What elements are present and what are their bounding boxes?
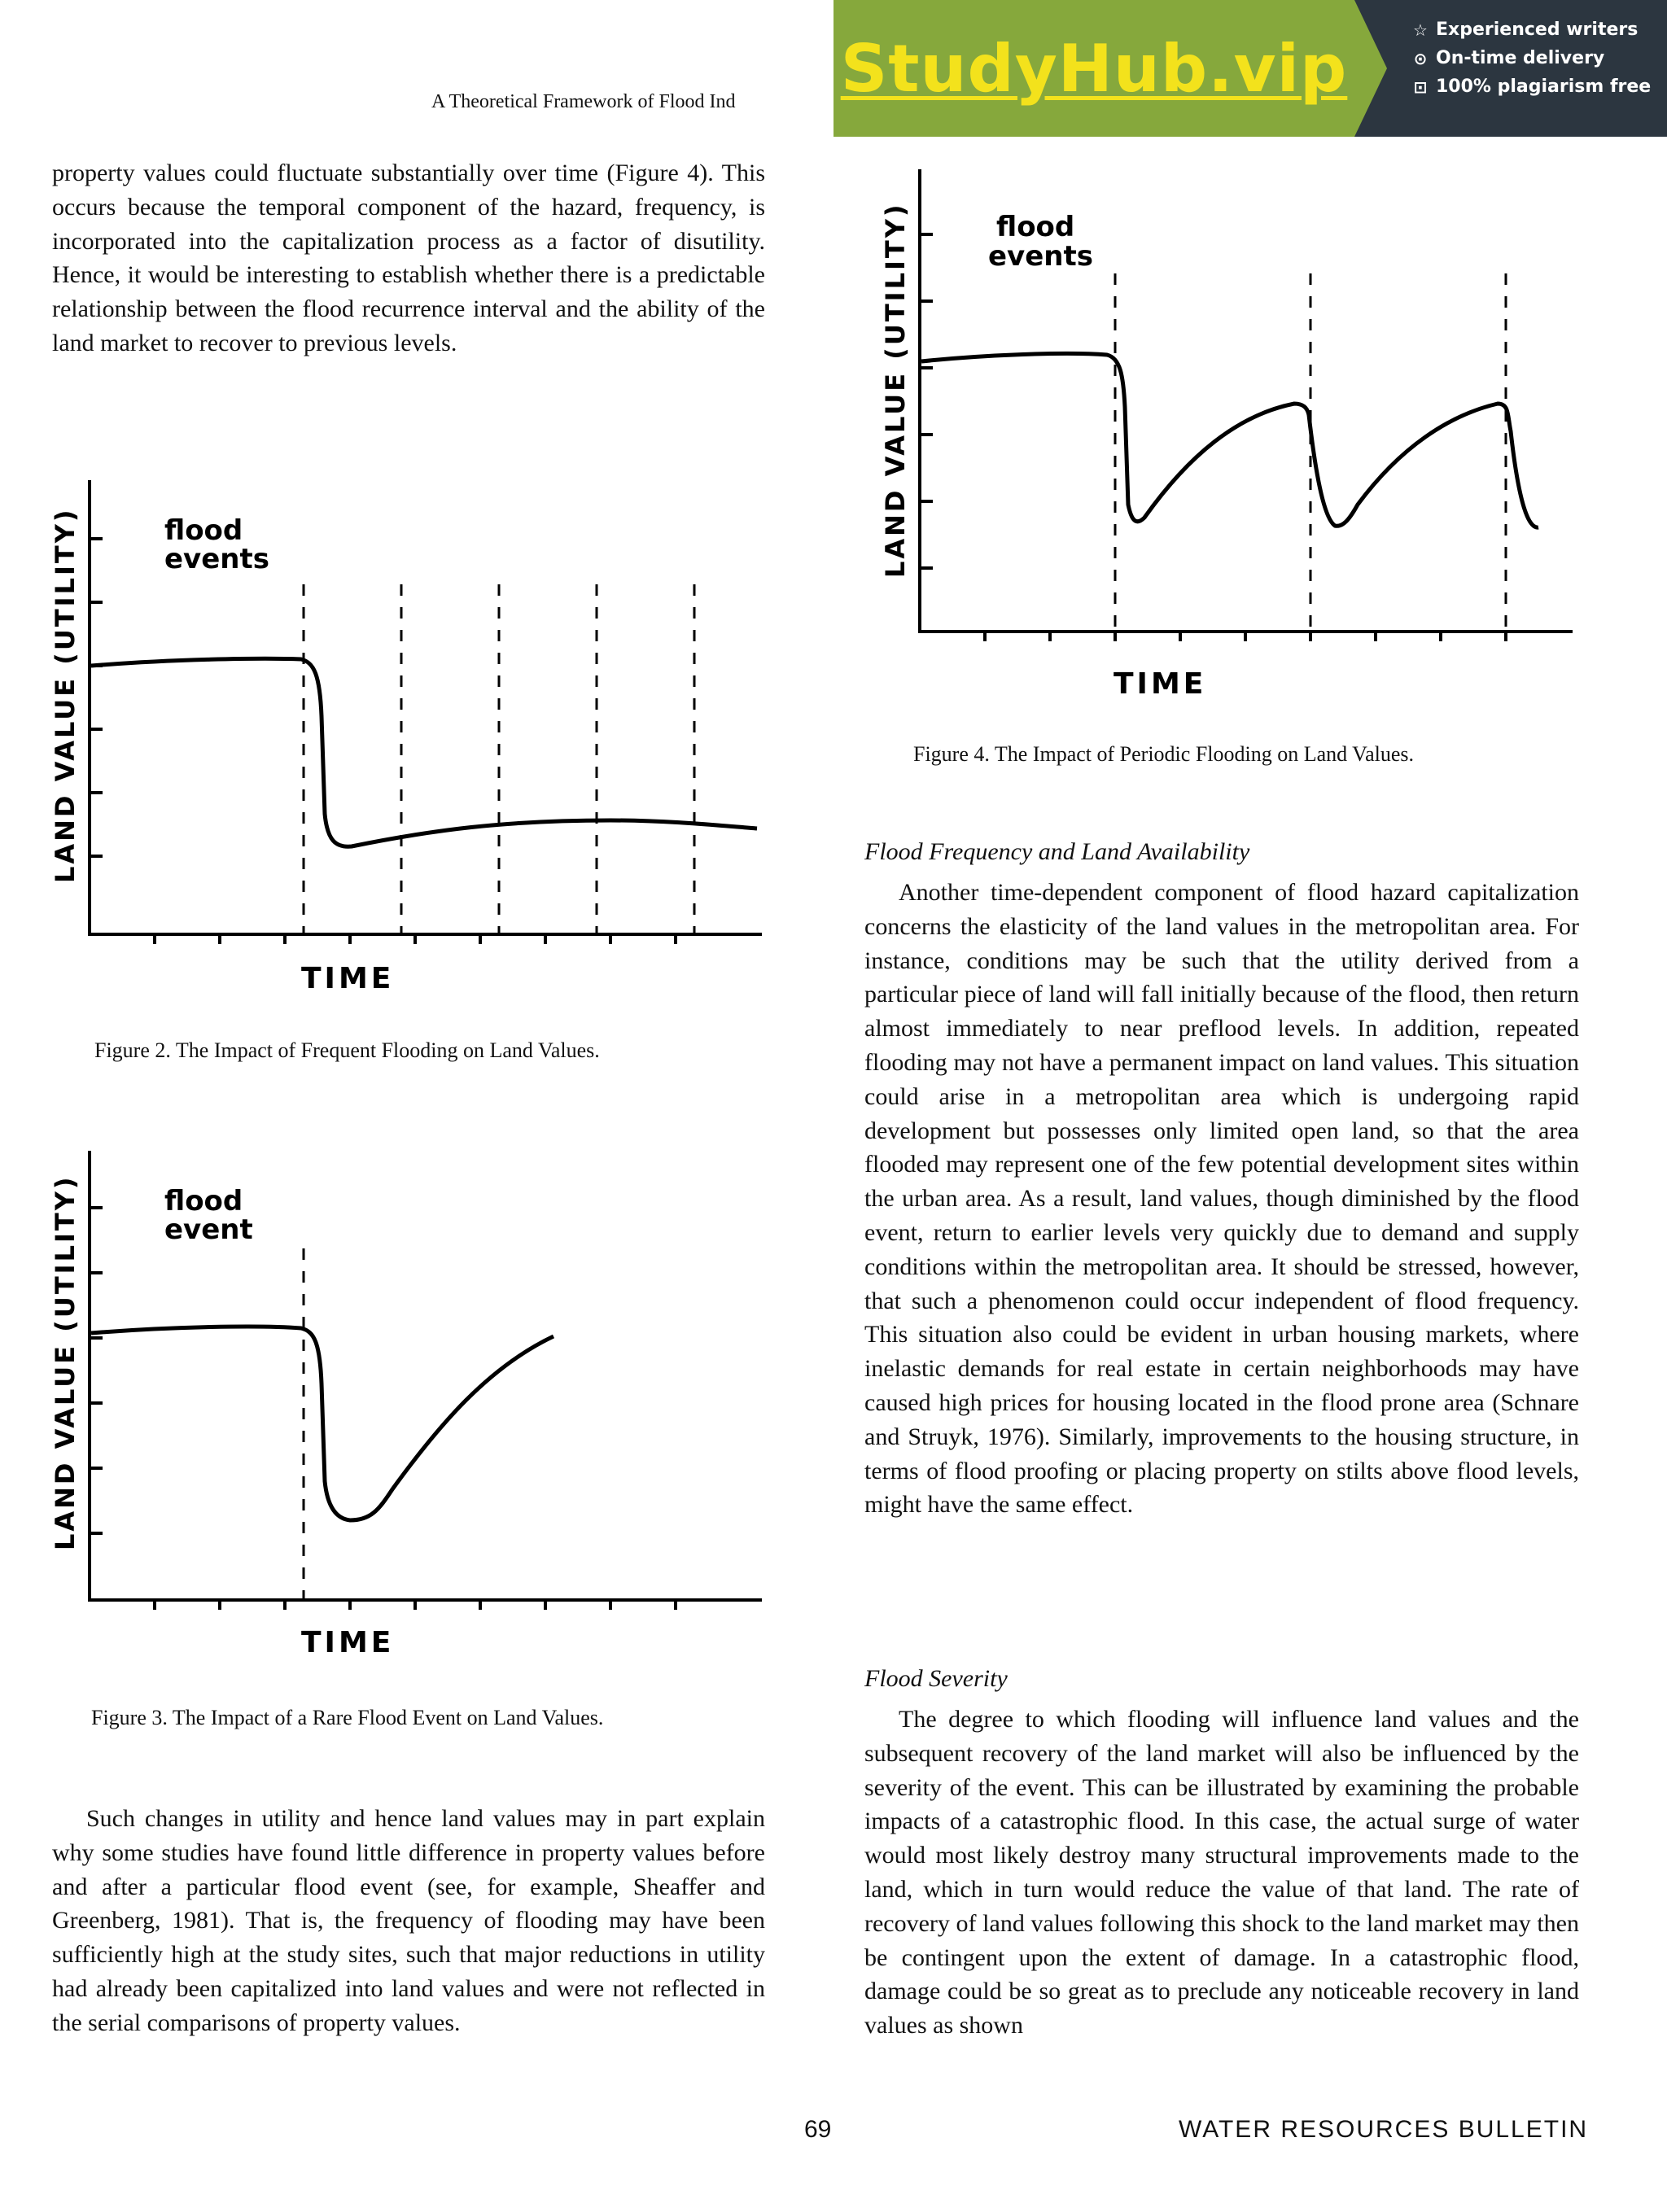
y-axis-label: LAND VALUE (UTILITY) — [880, 202, 911, 578]
left-closing — [52, 1802, 765, 2040]
figure-3-chart — [49, 1148, 781, 1668]
annotation-line2: events — [988, 240, 1093, 273]
intro-paragraph: property values could fluctuate substantially over time (Figure 4). This occurs because the temporal component of the hazard, frequency, is incorporated into the capitalization process as a factor of disutility. Hence, it would be interesting to establish whether there is a predictable relationship between the flood recurrence interval and the ability of the land market to recover to previous levels. — [52, 160, 765, 356]
annotation-line2: events — [164, 543, 269, 575]
flood-event-markers — [1115, 273, 1506, 630]
section-flood-severity — [864, 1665, 1579, 2043]
brand-logo[interactable]: StudyHub.vip — [840, 30, 1348, 107]
brand-panel[interactable] — [834, 0, 1354, 137]
figure-4-chart — [863, 163, 1595, 716]
journal-name: WATER RESOURCES BULLETIN — [1179, 2116, 1589, 2143]
shield-icon: ⊡ — [1413, 77, 1428, 97]
y-ticks — [90, 539, 103, 856]
annotation-line2: event — [164, 1213, 253, 1246]
annotation-line1: flood — [164, 514, 243, 547]
section-body-flood-frequency: Another time-dependent component of flood hazard capitalization concerns the elasticity of the land values in the metropolitan area. For instance, conditions may be such that the utility derived from a particular piece of land will fall initially because of the flood, then return almost immediately to near preflood levels. In addition, repeated flooding may not have a permanent impact on land values. This situation could arise in a metropolitan area which is undergoing rapid development but possesses only limited open land, so that the area flooded may represent one of the few potential development sites within the urban area. As a result, land values, though diminished by the flood event, return to earlier levels very quickly due to demand and supply conditions within the metropolitan area. It should be stressed, however, that such a phenomenon could occur independent of flood frequency. This situation also could be evident in urban housing markets, where inelastic demands for real estate in certain neighborhoods may have caused high prices for housing located in the flood prone area (Schnare and Struyk, 1976). Similarly, improvements to the housing structure, in terms of flood proofing or placing property on stilts above flood levels, might have the same effect. — [864, 879, 1579, 1519]
star-icon: ☆ — [1413, 20, 1428, 40]
y-ticks — [90, 1208, 103, 1533]
ad-banner[interactable] — [834, 0, 1667, 137]
section-flood-frequency — [864, 838, 1579, 1522]
feature-list — [1354, 0, 1667, 137]
x-axis-label: TIME — [1114, 667, 1207, 701]
land-value-curve — [91, 658, 757, 846]
y-axis-label: LAND VALUE (UTILITY) — [50, 1174, 81, 1550]
feature-plagiarism-free — [1411, 77, 1667, 97]
land-value-curve — [91, 1327, 553, 1520]
figure-4-caption: Figure 4. The Impact of Periodic Flooding on Land Values. — [913, 742, 1414, 766]
x-axis-label: TIME — [301, 962, 395, 993]
figure-2-caption: Figure 2. The Impact of Frequent Flooding on Land Values. — [94, 1038, 600, 1062]
figure-2-chart — [49, 472, 781, 993]
left-intro — [52, 156, 765, 361]
land-value-curve — [921, 353, 1538, 527]
figure-3-caption: Figure 3. The Impact of a Rare Flood Event on Land Values. — [91, 1706, 604, 1729]
feature-label: 100% plagiarism free — [1436, 77, 1652, 97]
feature-on-time-delivery — [1411, 48, 1667, 68]
section-body-flood-severity: The degree to which flooding will influence land values and the subsequent recovery of the land market will also be influenced by the severity of the event. This can be illustrated by examining the probable impacts of a catastrophic flood. In this case, the actual surge of water would most likely destroy many structural improvements made to the land, which in turn would reduce the value of that land. The rate of recovery of land values following this shock to the land market may then be contingent upon the extent of damage. In a catastrophic flood, damage could be so great as to preclude any noticeable recovery in land values as shown — [864, 1706, 1579, 2039]
feature-experienced-writers — [1411, 20, 1667, 40]
annotation-line1: flood — [164, 1185, 243, 1217]
y-ticks — [920, 234, 933, 568]
feature-label: On-time delivery — [1436, 48, 1605, 68]
flood-event-markers — [304, 584, 694, 933]
clock-icon: ⊙ — [1413, 48, 1428, 68]
y-axis-label: LAND VALUE (UTILITY) — [50, 507, 81, 883]
annotation-line1: flood — [996, 211, 1075, 243]
feature-label: Experienced writers — [1436, 20, 1639, 40]
closing-paragraph: Such changes in utility and hence land values may in part explain why some studies have found little difference in property values before and after a particular flood event (see, for example, Sheaffer and Greenberg, 1981). That is, the frequency of flooding may have been sufficiently high at the study sites, such that major reductions in utility had already been capitalized into land values and were not reflected in the serial comparisons of property values. — [52, 1805, 765, 2036]
running-head: A Theoretical Framework of Flood Ind — [431, 91, 736, 112]
section-title-flood-frequency: Flood Frequency and Land Availability — [864, 838, 1250, 865]
x-axis-label: TIME — [301, 1626, 395, 1659]
page-number: 69 — [804, 2116, 832, 2143]
section-title-flood-severity: Flood Severity — [864, 1665, 1008, 1692]
